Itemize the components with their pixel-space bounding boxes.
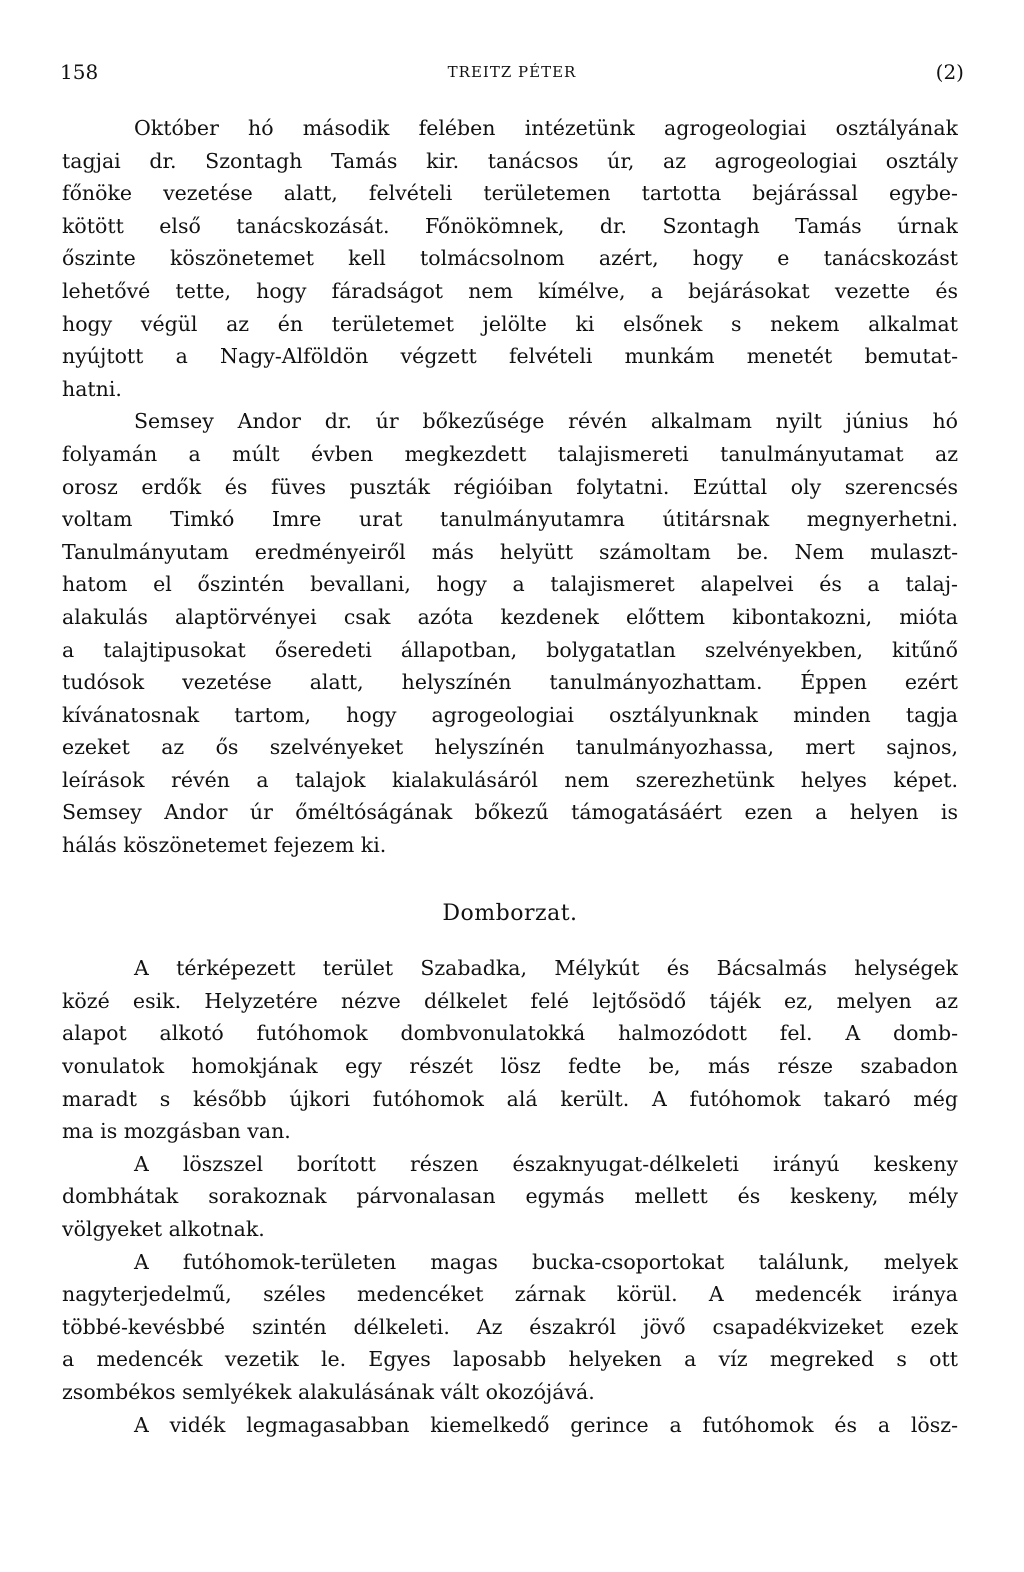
text-line: vonulatok homokjának egy részét lösz fedte be, más része szabadon	[62, 1054, 958, 1079]
text-line: alakulás alaptörvényei csak azóta kezdenek előttem kibontakozni, mióta	[62, 604, 958, 629]
text-line: hálás köszönetemet fejezem ki.	[62, 833, 387, 858]
text-line: tagjai dr. Szontagh Tamás kir. tanácsos úr, az agrogeologiai osztály	[62, 148, 958, 173]
text-line: ezeket az ős szelvényeket helyszínén tanulmányozhassa, mert sajnos,	[62, 735, 958, 760]
text-line: zsombékos semlyékek alakulásának vált okozójává.	[62, 1379, 595, 1404]
text-line: Október hó második felében intézetünk agrogeologiai osztályának	[134, 116, 958, 140]
text-line: A futóhomok-területen magas bucka-csoportokat találunk, melyek	[134, 1249, 958, 1274]
text-line: hatni.	[62, 376, 122, 401]
text-line: folyamán a múlt évben megkezdett talajismereti tanulmányutamat az	[62, 441, 958, 466]
text-line: A térképezett terület Szabadka, Mélykút és Bácsalmás helységek	[134, 956, 958, 981]
text-line: nyújtott a Nagy-Alföldön végzett felvételi munkám menetét bemutat-	[62, 344, 958, 369]
text-line: nagyterjedelmű, széles medencéket zárnak körül. A medencék iránya	[62, 1282, 958, 1307]
text-line: főnöke vezetése alatt, felvételi területemen tartotta bejárással egybe-	[62, 181, 958, 206]
running-title: TREITZ PÉTER	[447, 63, 577, 81]
text-line: ma is mozgásban van.	[62, 1119, 291, 1144]
text-line: dombhátak sorakoznak párvonalasan egymás mellett és keskeny, mély	[62, 1184, 958, 1209]
section-number: (2)	[935, 60, 964, 84]
text-line: a medencék vezetik le. Egyes laposabb helyeken a víz megreked s ott	[62, 1347, 958, 1372]
text-line: A löszszel borított részen északnyugat-délkeleti irányú keskeny	[134, 1151, 958, 1176]
page-number: 158	[60, 60, 99, 84]
text-line: A vidék legmagasabban kiemelkedő gerince a futóhomok és a lösz-	[134, 1412, 958, 1437]
text-line: orosz erdők és füves puszták régióiban folytatni. Ezúttal oly szerencsés	[62, 474, 958, 499]
text-line: hogy végül az én területemet jelölte ki elsőnek s nekem alkalmat	[62, 311, 958, 336]
text-line: alapot alkotó futóhomok dombvonulatokká halmozódott fel. A domb-	[62, 1021, 958, 1046]
text-line: leírások révén a talajok kialakulásáról nem szerezhetünk helyes képet.	[62, 767, 958, 792]
text-line: Semsey Andor úr őméltóságának bőkezű támogatásáért ezen a helyen is	[62, 800, 958, 825]
running-header	[60, 60, 964, 90]
text-line: közé esik. Helyzetére nézve délkelet felé lejtősödő tájék ez, melyen az	[62, 988, 958, 1013]
text-line: maradt s később újkori futóhomok alá került. A futóhomok takaró még	[62, 1086, 958, 1111]
text-line: voltam Timkó Imre urat tanulmányutamra útitársnak megnyerhetni.	[62, 507, 958, 532]
text-line: völgyeket alkotnak.	[62, 1217, 265, 1241]
text-line: a talajtipusokat őseredeti állapotban, bolygatatlan szelvényekben, kitűnő	[62, 637, 958, 662]
text-line: lehetővé tette, hogy fáradságot nem kímélve, a bejárásokat vezette és	[62, 278, 958, 303]
page-body	[62, 112, 958, 1441]
text-line: őszinte köszönetemet kell tolmácsolnom azért, hogy e tanácskozást	[62, 246, 958, 271]
text-line: Semsey Andor dr. úr bőkezűsége révén alkalmam nyilt június hó	[134, 409, 958, 434]
text-line: kívánatosnak tartom, hogy agrogeologiai osztályunknak minden tagja	[62, 702, 958, 727]
text-line: többé-kevésbbé szintén délkeleti. Az északról jövő csapadékvizeket ezek	[62, 1314, 958, 1339]
text-line: Tanulmányutam eredményeiről más helyütt számoltam be. Nem mulaszt-	[62, 539, 958, 564]
text-line: hatom el őszintén bevallani, hogy a talajismeret alapelvei és a talaj-	[62, 572, 958, 597]
text-line: tudósok vezetése alatt, helyszínén tanulmányozhattam. Éppen ezért	[62, 670, 958, 695]
text-line: kötött első tanácskozását. Főnökömnek, dr. Szontagh Tamás úrnak	[62, 213, 958, 238]
section-heading: Domborzat.	[442, 900, 578, 926]
